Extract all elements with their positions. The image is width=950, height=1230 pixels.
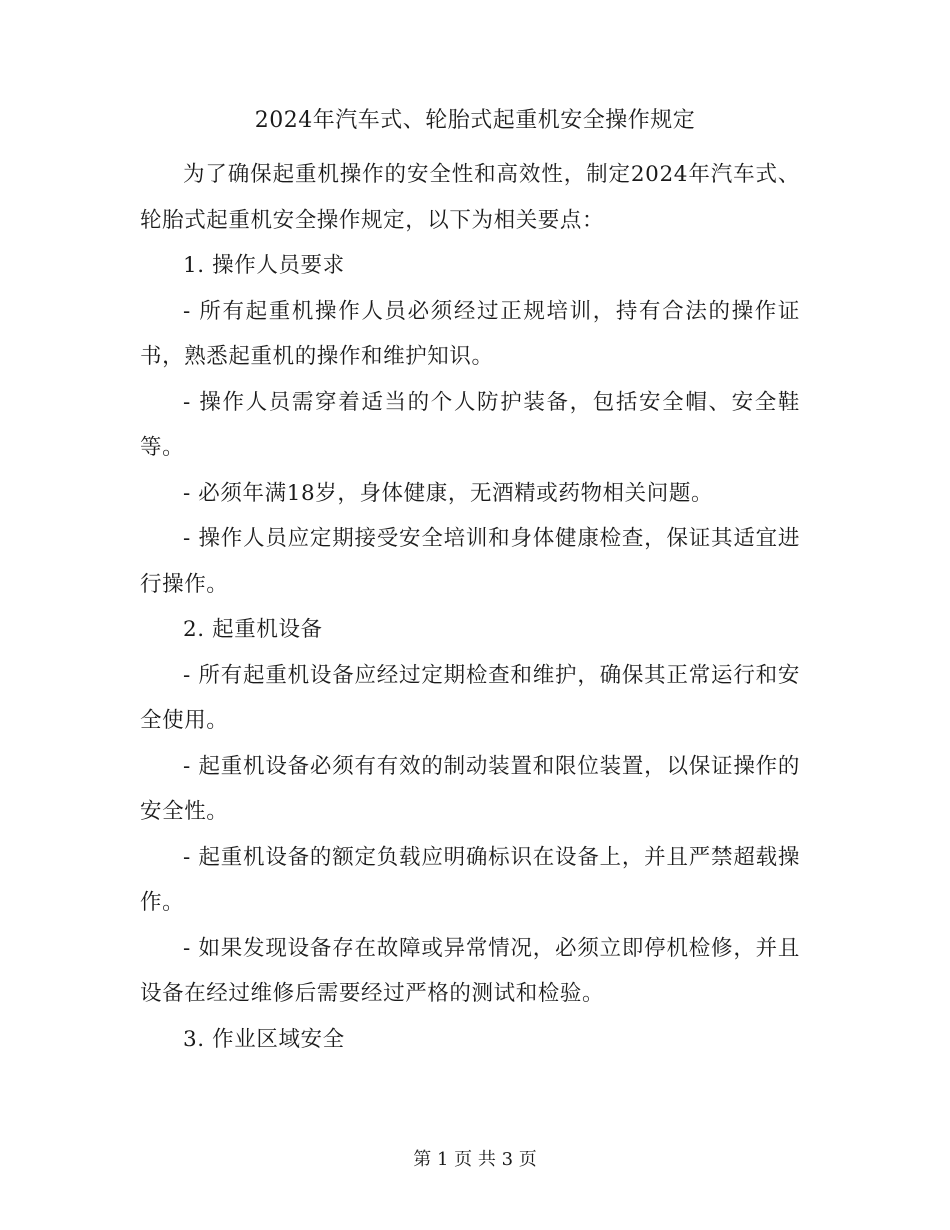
list-item: - 必须年满18岁，身体健康，无酒精或药物相关问题。 (183, 480, 714, 506)
list-item: - 所有起重机操作人员必须经过正规培训，持有合法的操作证书，熟悉起重机的操作和维护知识。 (140, 298, 800, 369)
section-heading-operators: 1. 操作人员要求 (183, 253, 345, 278)
intro-paragraph: 为了确保起重机操作的安全性和高效性，制定2024年汽车式、轮胎式起重机安全操作规定，以下为相关要点： (140, 162, 800, 233)
page-footer: 第 1 页 共 3 页 (413, 1149, 537, 1170)
document-title: 2024年汽车式、轮胎式起重机安全操作规定 (254, 108, 696, 133)
section-heading-work-area: 3. 作业区域安全 (183, 1026, 345, 1052)
list-item: - 所有起重机设备应经过定期检查和维护，确保其正常运行和安全使用。 (140, 662, 800, 733)
list-item: - 起重机设备必须有有效的制动装置和限位装置，以保证操作的安全性。 (140, 753, 800, 824)
list-item: - 操作人员应定期接受安全培训和身体健康检查，保证其适宜进行操作。 (140, 526, 800, 597)
list-item: - 起重机设备的额定负载应明确标识在设备上，并且严禁超载操作。 (140, 844, 800, 915)
list-item: - 操作人员需穿着适当的个人防护装备，包括安全帽、安全鞋等。 (140, 389, 800, 460)
document-body (140, 152, 800, 1062)
list-item: - 如果发现设备存在故障或异常情况，必须立即停机检修，并且设备在经过维修后需要经过严格的测试和检验。 (140, 935, 800, 1006)
section-heading-equipment: 2. 起重机设备 (183, 617, 323, 642)
